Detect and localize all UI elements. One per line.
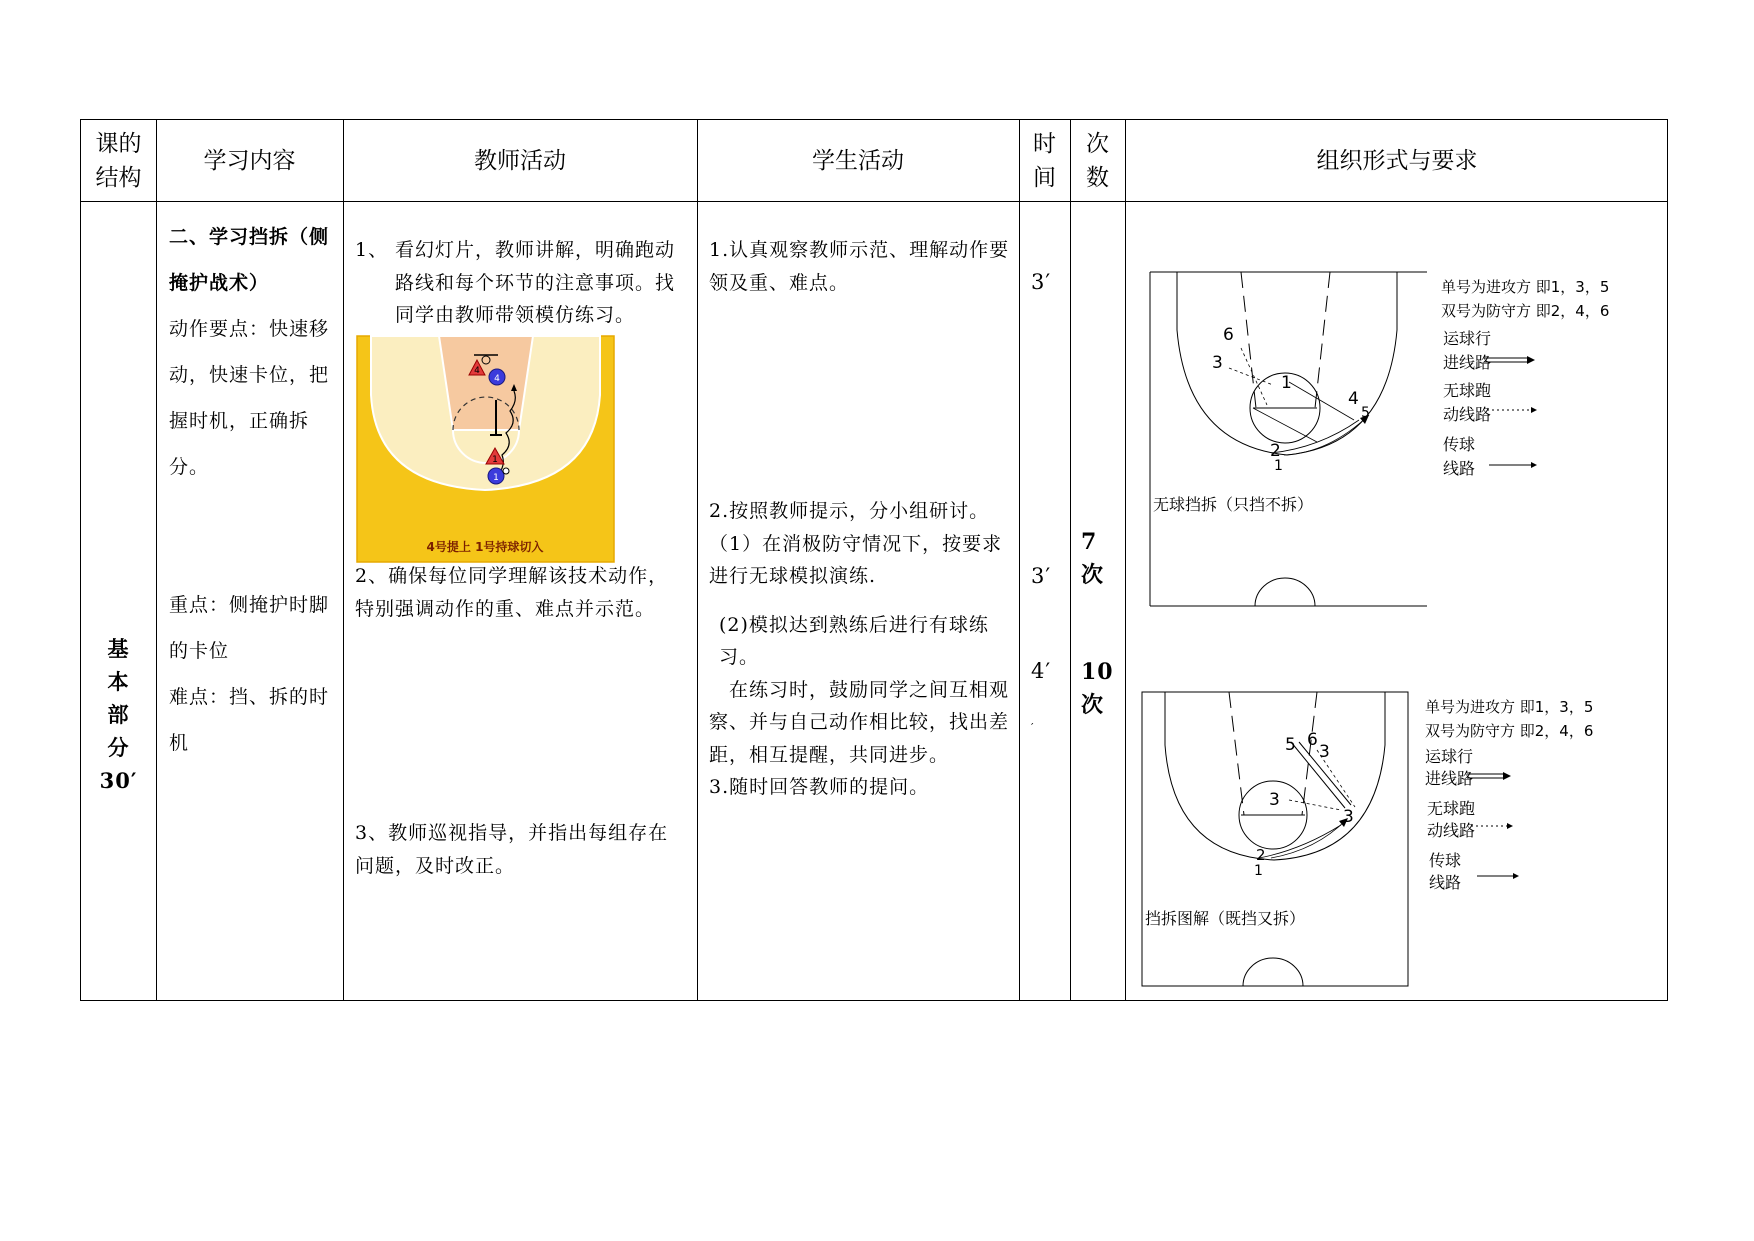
count-1: 7 次 bbox=[1081, 529, 1105, 588]
svg-text:传球: 传球 bbox=[1429, 851, 1462, 870]
content-points: 动作要点：快速移动，快速卡位，把握时机，正确拆分。 bbox=[169, 318, 330, 478]
svg-text:单号为进攻方 即1，3，5: 单号为进攻方 即1，3，5 bbox=[1441, 278, 1610, 296]
svg-text:双号为防守方 即2，4，6: 双号为防守方 即2，4，6 bbox=[1441, 302, 1610, 320]
svg-text:线路: 线路 bbox=[1429, 873, 1462, 892]
svg-text:无球跑: 无球跑 bbox=[1427, 799, 1476, 818]
svg-text:3: 3 bbox=[1343, 807, 1354, 827]
svg-text:4: 4 bbox=[1348, 389, 1359, 409]
svg-text:1: 1 bbox=[1274, 458, 1283, 474]
header-structure: 课的结构 bbox=[95, 131, 142, 191]
content-cell bbox=[169, 214, 339, 766]
time-4: ′ bbox=[1031, 721, 1035, 734]
svg-text:3: 3 bbox=[1269, 790, 1280, 810]
svg-text:1: 1 bbox=[493, 473, 499, 483]
section-name: 基 本 部 分 30′ bbox=[99, 636, 138, 793]
organization-diagram-1 bbox=[1149, 270, 1649, 620]
svg-text:6: 6 bbox=[1307, 730, 1318, 750]
svg-text:进线路: 进线路 bbox=[1443, 353, 1492, 372]
svg-text:无球挡拆（只挡不拆）: 无球挡拆（只挡不拆） bbox=[1153, 495, 1314, 514]
content-difficulty: 难点：挡、拆的时机 bbox=[169, 686, 330, 754]
svg-text:线路: 线路 bbox=[1443, 459, 1476, 478]
svg-text:3: 3 bbox=[1212, 353, 1223, 373]
student-item-2: 2.按照教师提示，分小组研讨。 （1）在消极防守情况下，按要求进行无球模拟演练. (2)模拟达到熟练后进行有球练习。 在练习时，鼓励同学之间互相观察、并与自己动作相比较，找出差距，相互提醒，共同进步。 3.随时回答教师的提问。 bbox=[709, 500, 1010, 798]
teacher-item-2: 2、确保每位同学理解该技术动作，特别强调动作的重、难点并示范。 bbox=[355, 565, 669, 620]
header-time: 时间 bbox=[1033, 131, 1056, 191]
header-organization: 组织形式与要求 bbox=[1316, 148, 1478, 174]
svg-text:挡拆图解（既挡又拆）: 挡拆图解（既挡又拆） bbox=[1145, 909, 1306, 928]
lesson-plan-table bbox=[80, 119, 1668, 1001]
count-2: 10 次 bbox=[1081, 659, 1114, 718]
teacher-item-3: 3、教师巡视指导，并指出每组存在问题，及时改正。 bbox=[355, 822, 669, 877]
svg-text:双号为防守方 即2，4，6: 双号为防守方 即2，4，6 bbox=[1425, 722, 1594, 740]
svg-text:传球: 传球 bbox=[1443, 435, 1476, 454]
svg-text:运球行: 运球行 bbox=[1443, 329, 1492, 348]
student-item-1: 1.认真观察教师示范、理解动作要领及重、难点。 bbox=[709, 239, 1010, 294]
time-3: 4′ bbox=[1031, 659, 1052, 683]
svg-text:1: 1 bbox=[1281, 373, 1292, 393]
svg-text:2: 2 bbox=[1270, 441, 1281, 461]
svg-text:动线路: 动线路 bbox=[1443, 405, 1492, 424]
svg-text:4号提上 1号持球切入: 4号提上 1号持球切入 bbox=[426, 540, 544, 554]
svg-text:4: 4 bbox=[494, 374, 500, 384]
svg-text:动线路: 动线路 bbox=[1427, 821, 1476, 840]
content-key: 重点：侧掩护时脚的卡位 bbox=[169, 594, 330, 662]
svg-text:运球行: 运球行 bbox=[1425, 747, 1474, 766]
teacher-court-diagram bbox=[356, 335, 615, 563]
svg-text:4: 4 bbox=[474, 366, 480, 376]
svg-text:1: 1 bbox=[1254, 863, 1263, 879]
time-2: 3′ bbox=[1031, 564, 1052, 588]
svg-text:无球跑: 无球跑 bbox=[1443, 381, 1492, 400]
header-teacher: 教师活动 bbox=[474, 148, 566, 174]
svg-text:2: 2 bbox=[1256, 846, 1266, 864]
teacher-item-1: 1、 看幻灯片，教师讲解，明确跑动路线和每个环节的注意事项。找同学由教师带领模仿练习。 bbox=[355, 239, 676, 326]
header-content: 学习内容 bbox=[203, 148, 296, 174]
content-title: 二、学习挡拆（侧掩护战术） bbox=[169, 226, 330, 294]
svg-text:3: 3 bbox=[1319, 742, 1330, 762]
svg-text:1: 1 bbox=[492, 455, 498, 465]
svg-text:5: 5 bbox=[1285, 735, 1296, 755]
svg-text:单号为进攻方 即1，3，5: 单号为进攻方 即1，3，5 bbox=[1425, 698, 1594, 716]
header-count: 次数 bbox=[1086, 131, 1109, 191]
organization-diagram-2 bbox=[1141, 690, 1641, 1000]
time-1: 3′ bbox=[1031, 270, 1052, 294]
header-student: 学生活动 bbox=[812, 148, 904, 174]
svg-text:5: 5 bbox=[1361, 405, 1370, 421]
svg-text:6: 6 bbox=[1223, 325, 1234, 345]
svg-text:进线路: 进线路 bbox=[1425, 769, 1474, 788]
